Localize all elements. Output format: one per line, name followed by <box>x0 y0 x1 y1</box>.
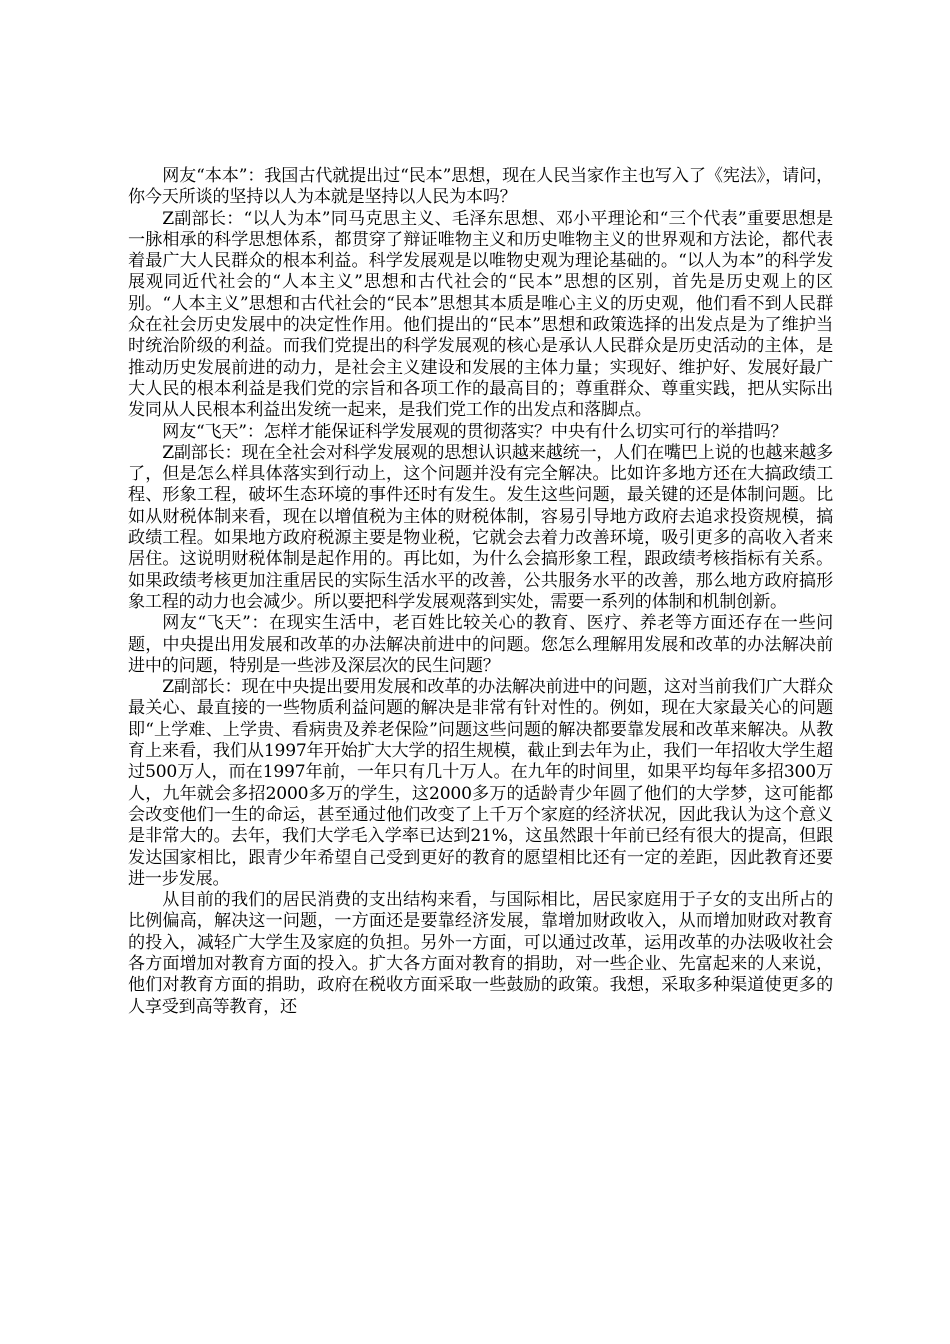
paragraph-question-feitian-1: 网友“飞天”：怎样才能保证科学发展观的贯彻落实？中央有什么切实可行的举措吗？ <box>162 421 788 442</box>
paragraph-consumption-structure: 从目前的我们的居民消费的支出结构来看，与国际相比，居民家庭用于子女的支出所占的比例偏高，解决这一问题，一方面还是要靠经济发展，靠增加财政收入，从而增加财政对教育的投入，减轻广大学生及家庭的负担。另外一方面，可以通过改革，运用改革的办法吸收社会各方面增加对教育方面的投入。扩大各方面对教育的捐助，对一些企业、先富起来的人来说，他们对教育方面的捐助，政府在税收方面采取一些鼓励的政策。我想，采取多种渠道使更多的人享受到高等教育，还 <box>128 890 833 1017</box>
paragraph-question-feitian-2: 网友“飞天”：在现实生活中，老百姓比较关心的教育、医疗、养老等方面还存在一些问题，中央提出用发展和改革的办法解决前进中的问题。您怎么理解用发展和改革的办法解决前进中的问题，特别是一些涉及深层次的民生问题？ <box>128 613 833 676</box>
paragraph-answer-people-oriented: Z副部长：“以人为本”同马克思主义、毛泽东思想、邓小平理论和“三个代表”重要思想是一脉相承的科学思想体系，都贯穿了辩证唯物主义和历史唯物主义的世界观和方法论，都代表着最广大人民群众的根本利益。科学发展观是以唯物史观为理论基础的。“以人为本”的科学发展观同近代社会的“人本主义”思想和古代社会的“民本”思想的区别，首先是历史观上的区别。“人本主义”思想和古代社会的“民本”思想其本质是唯心主义的历史观，他们看不到人民群众在社会历史发展中的决定性作用。他们提出的“民本”思想和政策选择的出发点是为了维护当时统治阶级的利益。而我们党提出的科学发展观的核心是承认人民群众是历史活动的主体，是推动历史发展前进的动力，是社会主义建设和发展的主体力量；实现好、维护好、发展好最广大人民的根本利益是我们党的宗旨和各项工作的最高目的；尊重群众、尊重实践，把从实际出发同从人民根本利益出发统一起来，是我们党工作的出发点和落脚点。 <box>128 208 833 421</box>
document-body <box>128 166 833 1018</box>
paragraph-question-benben: 网友“本本”：我国古代就提出过“民本”思想，现在人民当家作主也写入了《宪法》，请问，你今天所谈的坚持以人为本就是坚持以人民为本吗？ <box>128 166 833 208</box>
paragraph-answer-reform: Z副部长：现在中央提出要用发展和改革的办法解决前进中的问题，这对当前我们广大群众最关心、最直接的一些物质利益问题的解决是非常有针对性的。例如，现在大家最关心的问题即“上学难、上学贵、看病贵及养老保险”问题这些问题的解决都要靠发展和改革来解决。从教育上来看，我们从1997年开始扩大大学的招生规模，截止到去年为止，我们一年招收大学生超过500万人，而在1997年前，一年只有几十万人。在九年的时间里，如果平均每年多招300万人，九年就会多招2000多万的学生，这2000多万的适龄青少年圆了他们的大学梦，这可能都会改变他们一生的命运，甚至通过他们改变了上千万个家庭的经济状况，因此我认为这个意义是非常大的。去年，我们大学毛入学率已达到21%，这虽然跟十年前已经有很大的提高，但跟发达国家相比，跟青少年希望自己受到更好的教育的愿望相比还有一定的差距，因此教育还要进一步发展。 <box>128 677 833 889</box>
paragraph-answer-implementation: Z副部长：现在全社会对科学发展观的思想认识越来越统一，人们在嘴巴上说的也越来越多了，但是怎么样具体落实到行动上，这个问题并没有完全解决。比如许多地方还在大搞政绩工程、形象工程，破坏生态环境的事件还时有发生。发生这些问题，最关键的还是体制问题。比如从财税体制来看，现在以增值税为主体的财税体制，容易引导地方政府去追求投资规模，搞政绩工程。如果地方政府税源主要是物业税，它就会去着力改善环境，吸引更多的高收入者来居住。这说明财税体制是起作用的。再比如，为什么会搞形象工程，跟政绩考核指标有关系。如果政绩考核更加注重居民的实际生活水平的改善，公共服务水平的改善，那么地方政府搞形象工程的动力也会减少。所以要把科学发展观落到实处，需要一系列的体制和机制创新。 <box>128 442 833 612</box>
